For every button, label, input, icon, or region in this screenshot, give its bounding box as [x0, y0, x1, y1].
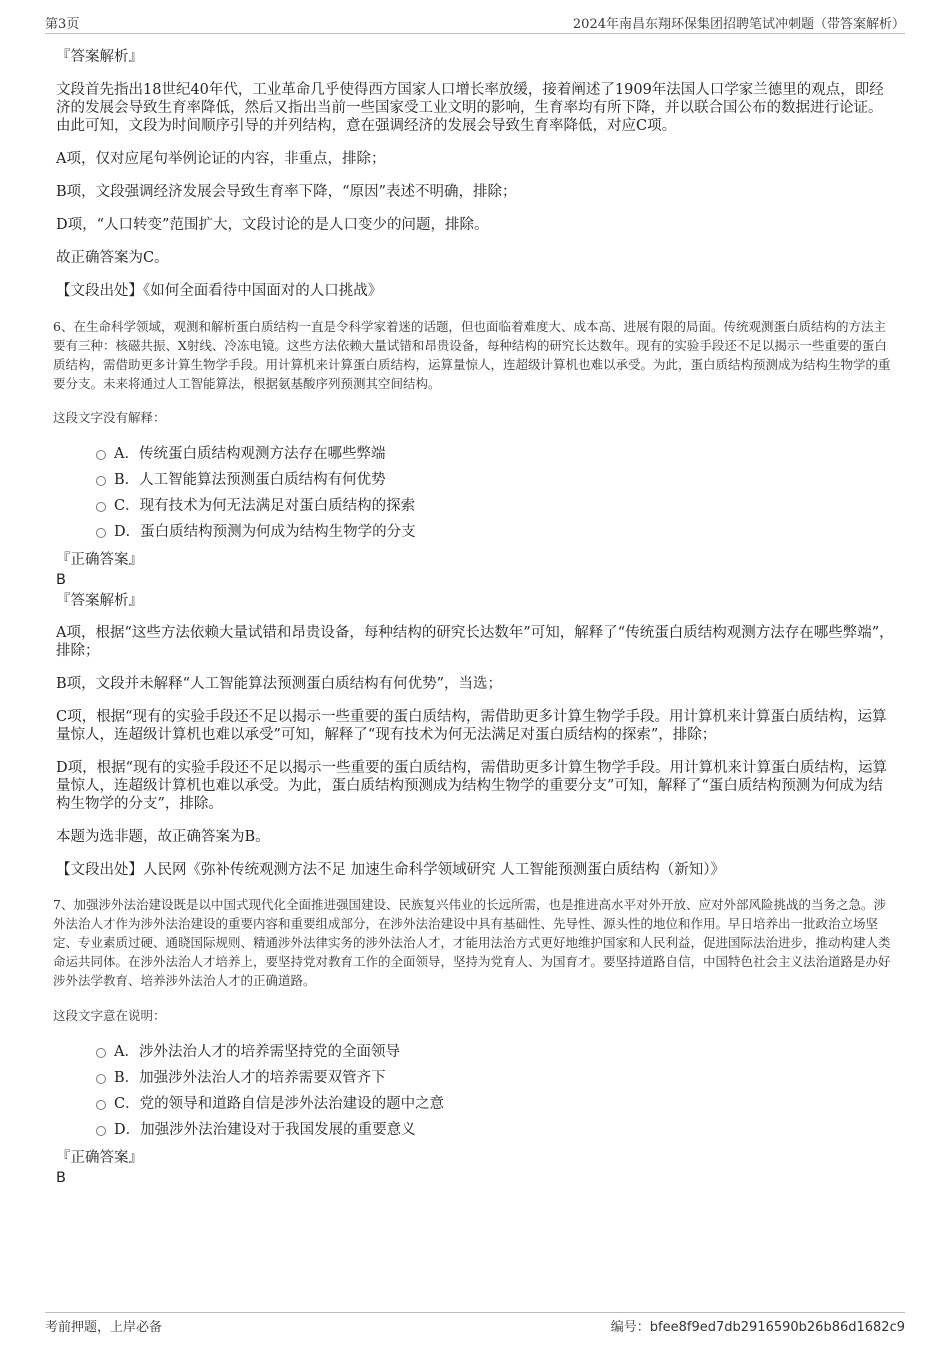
q5-analysis-heading: 『答案解析』	[56, 49, 143, 65]
q7-options	[56, 1039, 896, 1143]
q7-prompt: 这段文字意在说明：	[53, 1008, 166, 1023]
q6-options	[56, 441, 896, 545]
page-header	[45, 13, 905, 34]
q5-analysis-b: B项，文段强调经济发展会导致生育率下降，“原因”表述不明确，排除；	[56, 184, 517, 200]
radio-icon[interactable]	[96, 1074, 106, 1084]
footer-code	[611, 1316, 905, 1335]
footer-code-label: 编号：	[610, 1320, 650, 1335]
q6-stem: 6、在生命科学领域，观测和解析蛋白质结构一直是令科学家着迷的话题，但也面临着难度大、成本高、进展有限的局面。传统观测蛋白质结构的方法主要有三种：核磁共振、X射线、冷冻电镜。这些方法依赖大量试错和昂贵设备，每种结构的研究长达数年。现有的实验手段还不足以揭示一些重要的蛋白质结构，需借助更多计算生物学手段。用计算机来计算蛋白质结构，运算量惊人，连超级计算机也难以承受。为此，蛋白质结构预测成为结构生物学的重要分支。未来将通过人工智能算法，根据氨基酸序列预测其空间结构。	[53, 319, 891, 391]
document-title: 2024年南昌东翔环保集团招聘笔试冲刺题（带答案解析）	[572, 17, 905, 32]
q6-option-c[interactable]: C．现有技术为何无法满足对蛋白质结构的探索	[56, 493, 896, 519]
page-content	[53, 46, 896, 1187]
radio-icon[interactable]	[96, 528, 106, 538]
q5-analysis-d: D项，“人口转变”范围扩大，文段讨论的是人口变少的问题，排除。	[56, 217, 489, 233]
radio-icon[interactable]	[96, 502, 106, 512]
q6-conclusion: 本题为选非题，故正确答案为B。	[56, 829, 270, 845]
q6-option-a[interactable]: A．传统蛋白质结构观测方法存在哪些弊端	[56, 441, 896, 467]
q7-option-b[interactable]: B．加强涉外法治人才的培养需要双管齐下	[56, 1065, 896, 1091]
q6-source: 【文段出处】人民网《弥补传统观测方法不足 加速生命科学领域研究 人工智能预测蛋白质结构（新知）》	[56, 862, 725, 878]
q7-option-a[interactable]: A．涉外法治人才的培养需坚持党的全面领导	[56, 1039, 896, 1065]
footer-motto: 考前押题，上岸必备	[45, 1320, 163, 1335]
q5-analysis-paragraph: 文段首先指出18世纪40年代，工业革命几乎使得西方国家人口增长率放缓，接着阐述了1909年法国人口学家兰德里的观点，即经济的发展会导致生育率降低，然后又指出当前一些国家受工业文明的影响，生育率均有所下降，并以联合国公布的数据进行论证。由此可知，文段为时间顺序引导的并列结构，意在强调经济的发展会导致生育率降低，对应C项。	[56, 82, 884, 134]
q6-option-d[interactable]: D．蛋白质结构预测为何成为结构生物学的分支	[56, 519, 896, 545]
q7-stem: 7、加强涉外法治建设既是以中国式现代化全面推进强国建设、民族复兴伟业的长远所需，也是推进高水平对外开放、应对外部风险挑战的当务之急。涉外法治人才作为涉外法治建设的重要内容和重要组成部分，在涉外法治建设中具有基础性、先导性、源头性的地位和作用。早日培养出一批政治立场坚定、专业素质过硬、通晓国际规则、精通涉外法律实务的涉外法治人才，才能用法治方式更好地维护国家和人民利益，促进国际法治进步，推动构建人类命运共同体。在涉外法治人才培养上，要坚持党对教育工作的全面领导，坚持为党育人、为国育才。要坚持道路自信，中国特色社会主义法治道路是办好涉外法学教育、培养涉外法治人才的正确道路。	[53, 897, 891, 988]
page-footer	[45, 1312, 905, 1335]
q6-analysis-heading: 『答案解析』	[56, 593, 143, 609]
radio-icon[interactable]	[96, 1100, 106, 1110]
q6-analysis-b: B项，文段并未解释“人工智能算法预测蛋白质结构有何优势”，当选；	[56, 676, 502, 692]
radio-icon[interactable]	[96, 1048, 106, 1058]
radio-icon[interactable]	[96, 1126, 106, 1136]
page-number: 第3页	[45, 17, 80, 32]
q5-conclusion: 故正确答案为C。	[56, 250, 169, 266]
q6-prompt: 这段文字没有解释：	[53, 410, 166, 425]
q6-answer: B	[56, 572, 66, 588]
q6-analysis-c: C项，根据“现有的实验手段还不足以揭示一些重要的蛋白质结构，需借助更多计算生物学手段。用计算机来计算蛋白质结构，运算量惊人，连超级计算机也难以承受”可知，解释了“现有技术为何无法满足对蛋白质结构的探索”，排除；	[56, 709, 887, 743]
q7-answer: B	[56, 1170, 66, 1186]
q7-option-c[interactable]: C．党的领导和道路自信是涉外法治建设的题中之意	[56, 1091, 896, 1117]
q7-answer-heading: 『正确答案』	[56, 1150, 143, 1166]
q5-analysis-a: A项，仅对应尾句举例论证的内容，非重点，排除；	[56, 151, 386, 167]
q7-option-d[interactable]: D．加强涉外法治建设对于我国发展的重要意义	[56, 1117, 896, 1143]
q6-analysis-d: D项，根据“现有的实验手段还不足以揭示一些重要的蛋白质结构，需借助更多计算生物学手段。用计算机来计算蛋白质结构，运算量惊人，连超级计算机也难以承受。为此，蛋白质结构预测成为结构生物学的重要分支”可知，解释了“蛋白质结构预测为何成为结构生物学的分支”，排除。	[56, 760, 888, 812]
footer-code-value: bfee8f9ed7db2916590b26b86d1682c9	[649, 1320, 905, 1335]
q6-analysis-a: A项，根据“这些方法依赖大量试错和昂贵设备，每种结构的研究长达数年”可知，解释了“传统蛋白质结构观测方法存在哪些弊端”，排除；	[56, 625, 894, 659]
q6-answer-heading: 『正确答案』	[56, 552, 143, 568]
q5-source: 【文段出处】《如何全面看待中国面对的人口挑战》	[56, 283, 383, 299]
q6-option-b[interactable]: B．人工智能算法预测蛋白质结构有何优势	[56, 467, 896, 493]
radio-icon[interactable]	[96, 450, 106, 460]
radio-icon[interactable]	[96, 476, 106, 486]
